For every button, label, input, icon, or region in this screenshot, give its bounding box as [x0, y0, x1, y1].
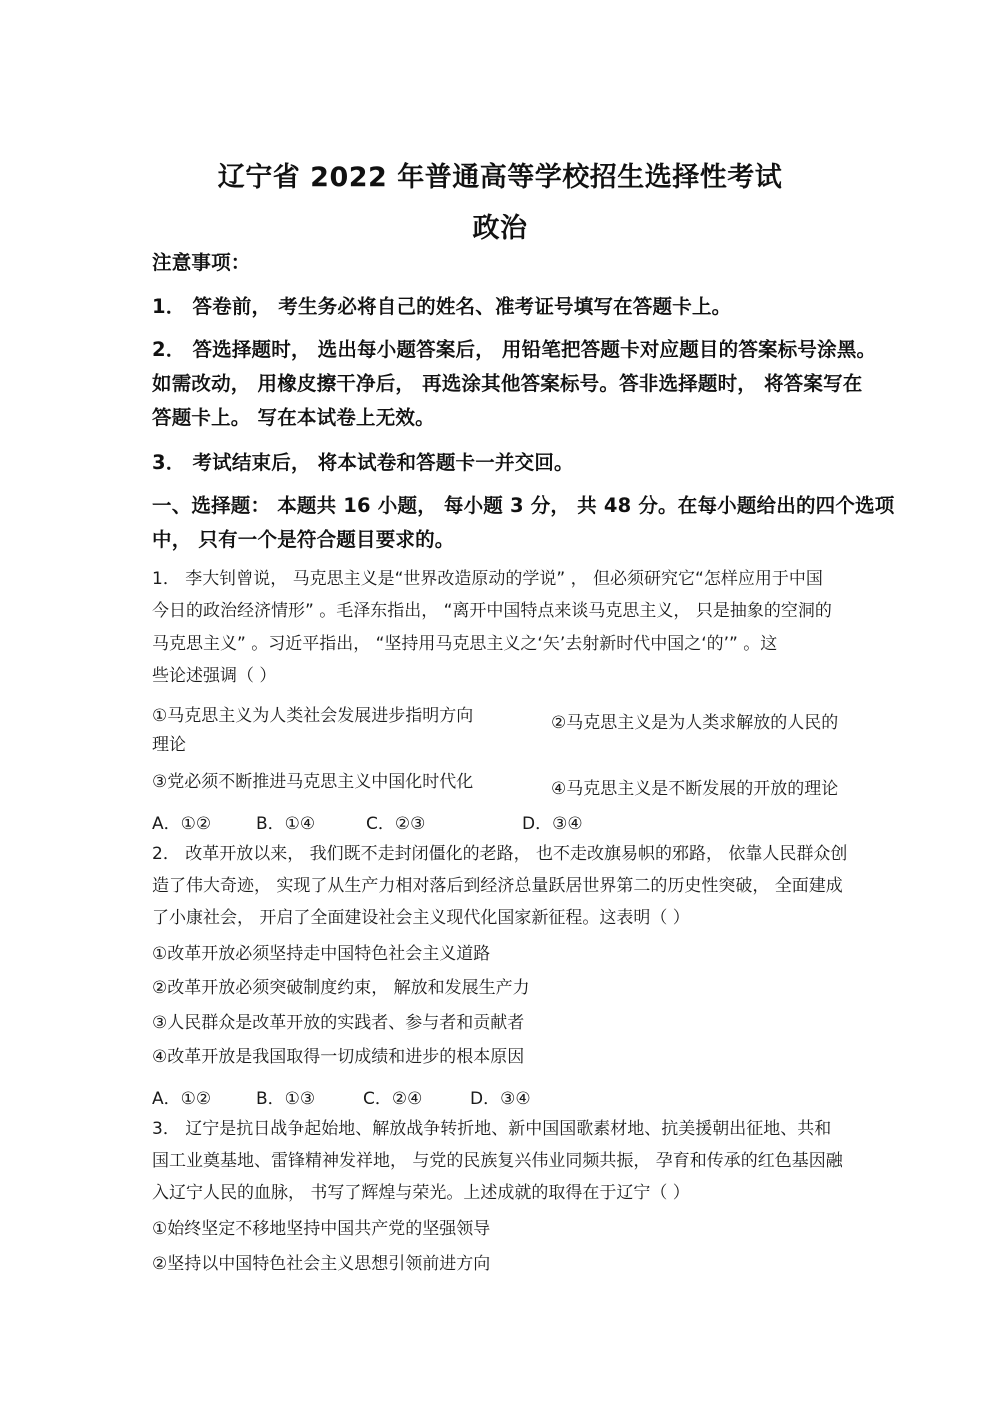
q2-stem-line-1: 2． 改革开放以来， 我们既不走封闭僵化的老路， 也不走改旗易帜的邪路， 依靠人民群众创 [152, 844, 848, 864]
notice-heading: 注意事项： [152, 251, 251, 274]
q1-choice-d: D．③④ [522, 814, 583, 834]
q1-choice-b: B．①④ [256, 814, 316, 834]
notice-item-2-line-2: 如需改动， 用橡皮擦干净后， 再选涂其他答案标号。答非选择题时， 将答案写在 [152, 372, 863, 395]
q2-option-1: ①改革开放必须坚持走中国特色社会主义道路 [152, 944, 491, 964]
q3-stem-line-2: 国工业奠基地、雷锋精神发祥地， 与党的民族复兴伟业同频共振， 孕育和传承的红色基因融 [152, 1151, 843, 1171]
notice-item-3: 3． 考试结束后， 将本试卷和答题卡一并交回。 [152, 451, 574, 474]
q1-option-4: ④马克思主义是不断发展的开放的理论 [551, 779, 839, 799]
q2-choice-b: B．①③ [256, 1089, 316, 1109]
exam-title: 辽宁省 2022 年普通高等学校招生选择性考试 [217, 162, 783, 193]
section-heading-line-2: 中， 只有一个是符合题目要求的。 [152, 528, 455, 551]
q2-option-4: ④改革开放是我国取得一切成绩和进步的根本原因 [152, 1047, 525, 1067]
q1-stem-line-2: 今日的政治经济情形” 。毛泽东指出， “离开中国特点来谈马克思主义， 只是抽象的空洞的 [152, 601, 832, 621]
q1-stem-line-3: 马克思主义” 。习近平指出， “坚持用马克思主义之‘矢’去射新时代中国之‘的’” 。这 [152, 634, 778, 654]
q3-option-1: ①始终坚定不移地坚持中国共产党的坚强领导 [152, 1219, 491, 1239]
section-heading-line-1: 一、选择题： 本题共 16 小题， 每小题 3 分， 共 48 分。在每小题给出的四个选项 [152, 494, 895, 517]
q2-option-2: ②改革开放必须突破制度约束， 解放和发展生产力 [152, 978, 530, 998]
q3-option-2: ②坚持以中国特色社会主义思想引领前进方向 [152, 1254, 491, 1274]
exam-subject: 政治 [472, 213, 528, 244]
q1-option-2: ②马克思主义是为人类求解放的人民的 [551, 713, 839, 733]
q1-option-3: ③党必须不断推进马克思主义中国化时代化 [152, 772, 474, 792]
notice-item-1: 1． 答卷前， 考生务必将自己的姓名、准考证号填写在答题卡上。 [152, 295, 732, 318]
notice-item-2-line-1: 2． 答选择题时， 选出每小题答案后， 用铅笔把答题卡对应题目的答案标号涂黑。 [152, 338, 877, 361]
q1-stem-line-1: 1． 李大钊曾说， 马克思主义是“世界改造原动的学说” ， 但必须研究它“怎样应用于中国 [152, 569, 823, 589]
q2-choice-c: C．②④ [363, 1089, 423, 1109]
q1-option-1: ①马克思主义为人类社会发展进步指明方向 [152, 706, 474, 726]
notice-item-2-line-3: 答题卡上。 写在本试卷上无效。 [152, 406, 435, 429]
q2-choice-d: D．③④ [470, 1089, 531, 1109]
q2-choice-a: A．①② [152, 1089, 212, 1109]
q1-stem-line-4: 些论述强调（ ） [152, 666, 277, 686]
q2-stem-line-3: 了小康社会， 开启了全面建设社会主义现代化国家新征程。这表明（ ） [152, 908, 690, 928]
q1-option-2-continued: 理论 [152, 735, 186, 755]
q2-option-3: ③人民群众是改革开放的实践者、参与者和贡献者 [152, 1013, 525, 1033]
q1-choice-c: C．②③ [366, 814, 426, 834]
q2-stem-line-2: 造了伟大奇迹， 实现了从生产力相对落后到经济总量跃居世界第二的历史性突破， 全面建成 [152, 876, 843, 896]
q3-stem-line-3: 入辽宁人民的血脉， 书写了辉煌与荣光。上述成就的取得在于辽宁（ ） [152, 1183, 690, 1203]
q3-stem-line-1: 3． 辽宁是抗日战争起始地、解放战争转折地、新中国国歌素材地、抗美援朝出征地、共和 [152, 1119, 832, 1139]
q1-choice-a: A．①② [152, 814, 212, 834]
